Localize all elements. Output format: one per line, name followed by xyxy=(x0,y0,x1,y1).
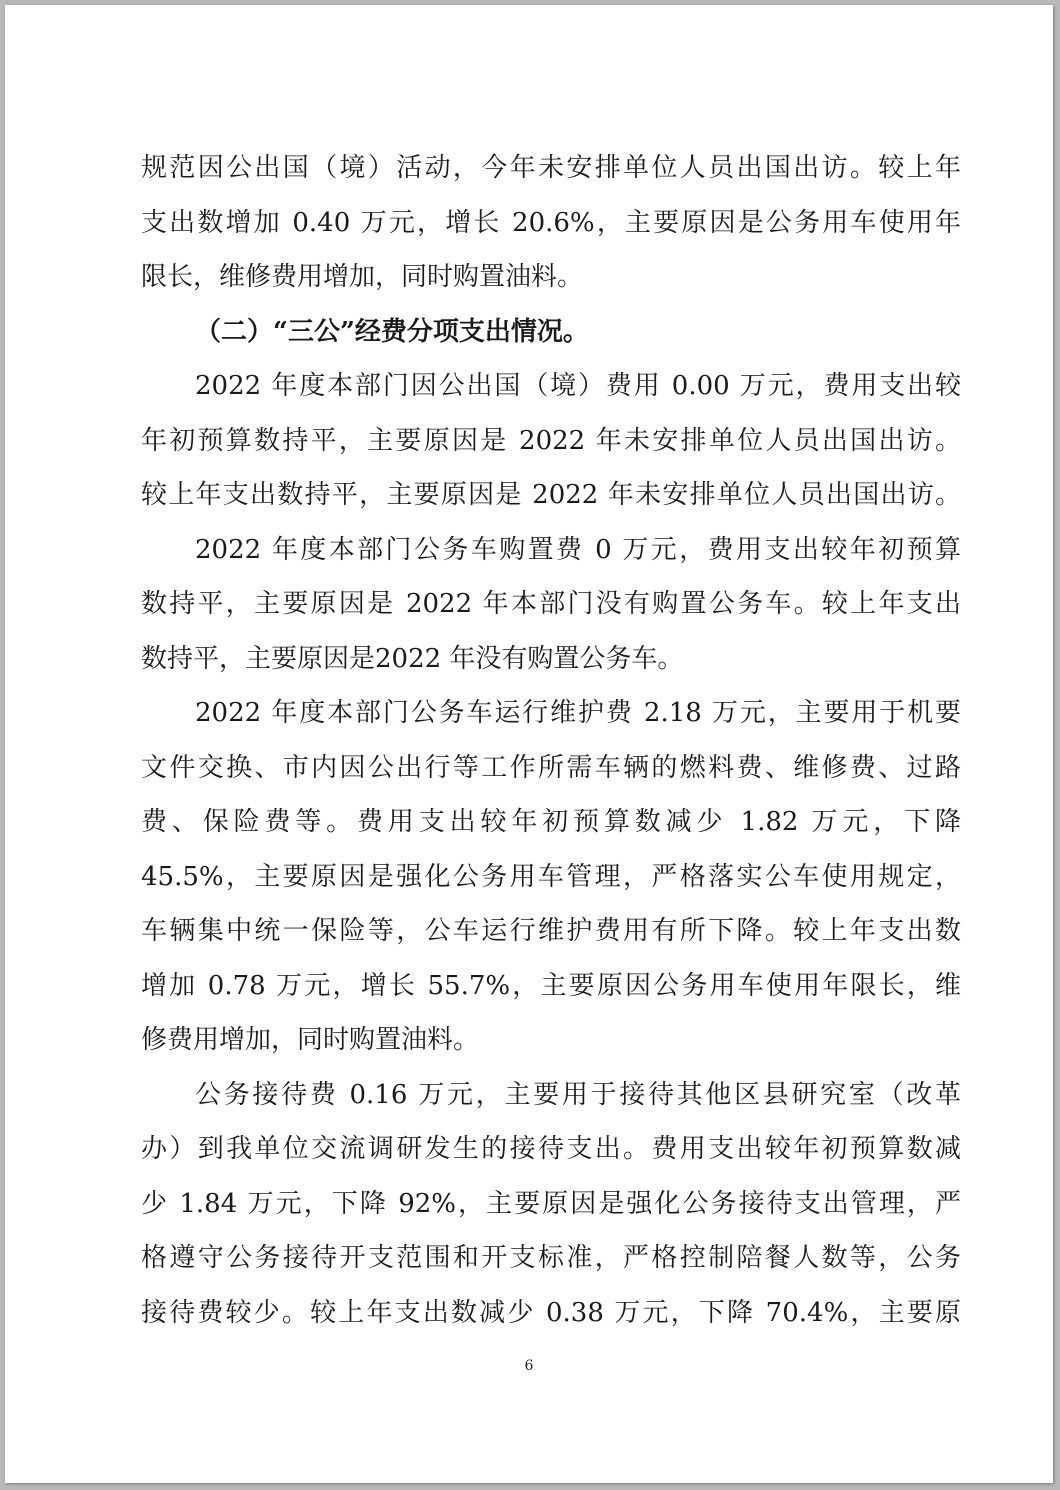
page-body xyxy=(141,141,961,1340)
text-line: 办）到我单位交流调研发生的接待支出。费用支出较年初预算数减 xyxy=(141,1134,961,1164)
text-line: 规范因公出国（境）活动，今年未安排单位人员出国出访。较上年 xyxy=(141,153,961,183)
text-line: 限长，维修费用增加，同时购置油料。 xyxy=(141,262,584,292)
text-line: 接待费较少。较上年支出数减少 0.38 万元，下降 70.4%，主要原 xyxy=(141,1297,961,1328)
text-line: 公务接待费 0.16 万元，主要用于接待其他区县研究室（改革 xyxy=(195,1079,961,1110)
text-line: 支出数增加 0.40 万元，增长 20.6%，主要原因是公务用车使用年 xyxy=(141,207,961,238)
document-page xyxy=(5,5,1053,1483)
section-heading: （二）“三公”经费分项支出情况。 xyxy=(195,316,589,347)
text-line: 数持平，主要原因是 2022 年本部门没有购置公务车。较上年支出 xyxy=(141,589,961,619)
text-line: 修费用增加，同时购置油料。 xyxy=(141,1025,480,1055)
text-line: 车辆集中统一保险等，公车运行维护费用有所下降。较上年支出数 xyxy=(141,916,961,946)
text-line: 文件交换、市内因公出行等工作所需车辆的燃料费、维修费、过路 xyxy=(141,752,961,783)
text-line: 2022 年度本部门公务车运行维护费 2.18 万元，主要用于机要 xyxy=(195,698,961,728)
text-line: 45.5%，主要原因是强化公务用车管理，严格落实公车使用规定， xyxy=(141,861,961,892)
text-line: 费、保险费等。费用支出较年初预算数减少 1.82 万元，下降 xyxy=(141,807,961,837)
text-line: 格遵守公务接待开支范围和开支标准，严格控制陪餐人数等，公务 xyxy=(141,1243,961,1273)
text-line: 2022 年度本部门公务车购置费 0 万元，费用支出较年初预算 xyxy=(195,534,961,565)
text-line: 数持平，主要原因是2022 年没有购置公务车。 xyxy=(141,643,684,674)
text-line: 少 1.84 万元，下降 92%，主要原因是强化公务接待支出管理，严 xyxy=(141,1188,961,1219)
page-number: 6 xyxy=(524,1358,534,1374)
text-line: 2022 年度本部门因公出国（境）费用 0.00 万元，费用支出较 xyxy=(195,371,961,401)
text-line: 增加 0.78 万元，增长 55.7%，主要原因公务用车使用年限长，维 xyxy=(141,970,961,1001)
text-line: 年初预算数持平，主要原因是 2022 年未安排单位人员出国出访。 xyxy=(141,425,961,456)
text-line: 较上年支出数持平，主要原因是 2022 年未安排单位人员出国出访。 xyxy=(141,480,961,510)
